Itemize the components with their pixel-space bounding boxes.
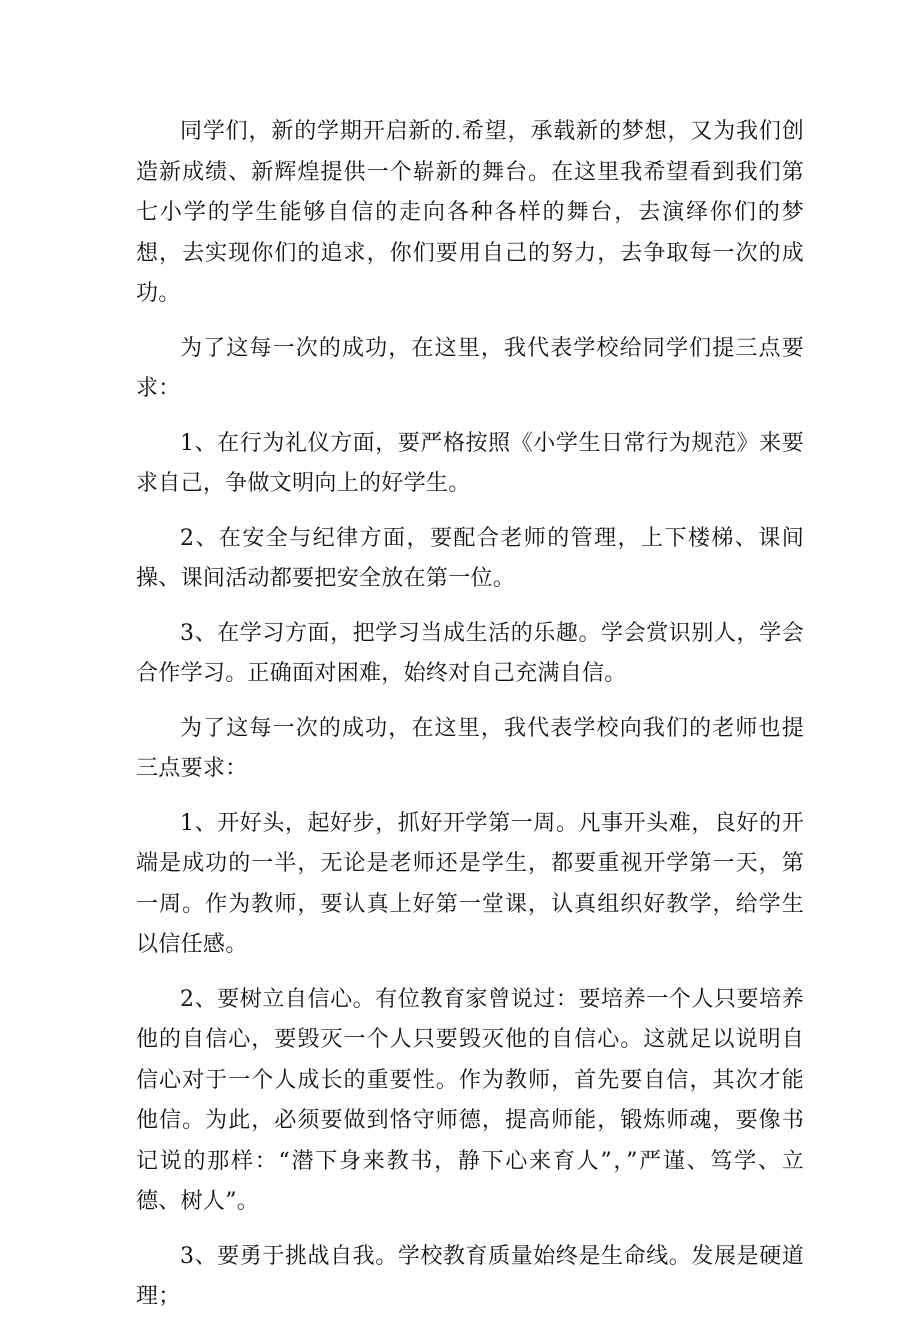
paragraph-student-requirement-3: 3、在学习方面，把学习当成生活的乐趣。学会赏识别人，学会合作学习。正确面对困难，始终对自己充满自信。	[136, 620, 804, 686]
paragraph-teacher-requirements-intro: 为了这每一次的成功，在这里，我代表学校向我们的老师也提三点要求：	[136, 715, 804, 781]
paragraph-student-requirement-2: 2、在安全与纪律方面，要配合老师的管理，上下楼梯、课间操、课间活动都要把安全放在第一位。	[136, 525, 804, 591]
paragraph-student-requirements-intro: 为了这每一次的成功，在这里，我代表学校给同学们提三点要求：	[136, 335, 804, 401]
paragraph-teacher-requirement-2: 2、要树立自信心。有位教育家曾说过：要培养一个人只要培养他的自信心，要毁灭一个人只要毁灭他的自信心。这就足以说明自信心对于一个人成长的重要性。作为教师，首先要自信，其次才能他信。为此，必须要做到恪守师德，提高师能，锻炼师魂，要像书记说的那样：“潜下身来教书，静下心来育人”，”严谨、笃学、立德、树人”。	[136, 986, 804, 1214]
paragraph-teacher-requirement-3: 3、要勇于挑战自我。学校教育质量始终是生命线。发展是硬道理；	[136, 1243, 804, 1309]
document-body	[136, 112, 804, 1332]
paragraph-opening: 同学们，新的学期开启新的.希望，承载新的梦想，又为我们创造新成绩、新辉煌提供一个崭新的舞台。在这里我希望看到我们第七小学的学生能够自信的走向各种各样的舞台，去演绎你们的梦想，去实现你们的追求，你们要用自己的努力，去争取每一次的成功。	[136, 119, 804, 306]
paragraph-student-requirement-1: 1、在行为礼仪方面，要严格按照《小学生日常行为规范》来要求自己，争做文明向上的好学生。	[136, 430, 804, 496]
paragraph-teacher-requirement-1: 1、开好头，起好步，抓好开学第一周。凡事开头难，良好的开端是成功的一半，无论是老师还是学生，都要重视开学第一天，第一周。作为教师，要认真上好第一堂课，认真组织好教学，给学生以信任感。	[136, 810, 804, 957]
